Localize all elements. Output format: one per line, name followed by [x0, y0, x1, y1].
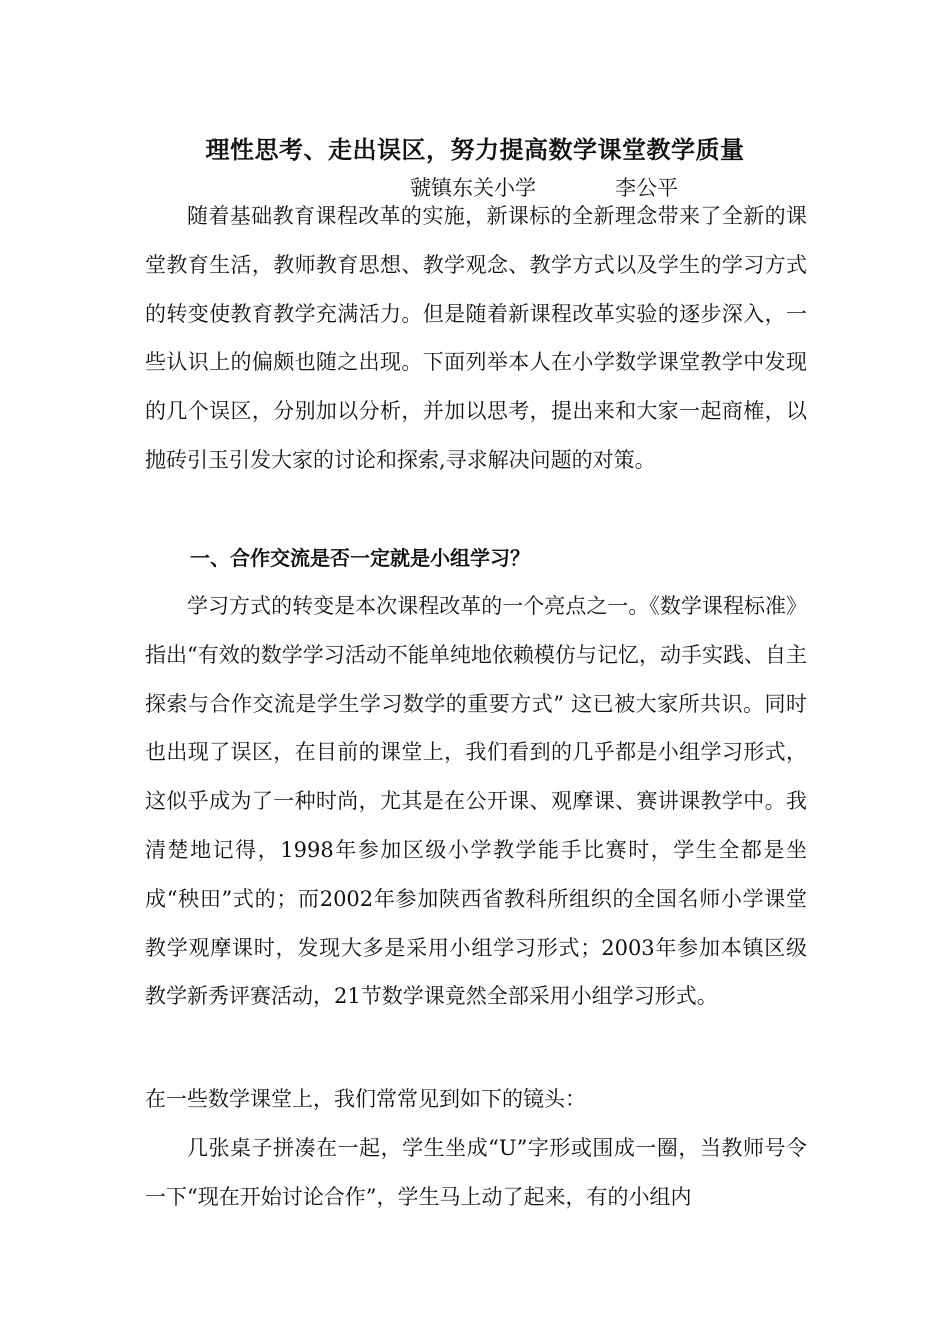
intro-paragraph: 随着基础教育课程改革的实施，新课标的全新理念带来了全新的课堂教育生活，教师教育思想、教学观念、教学方式以及学生的学习方式的转变使教育教学充满活力。但是随着新课程改革实验的逐步深入，一些认识上的偏颇也随之出现。下面列举本人在小学数学课堂教学中发现的几个误区，分别加以分析，并加以思考，提出来和大家一起商榷，以抛砖引玉引发大家的讨论和探索,寻求解决问题的对策。	[145, 204, 807, 472]
section-heading-1: 一、合作交流是否一定就是小组学习？	[190, 546, 530, 570]
section1-paragraph-1: 学习方式的转变是本次课程改革的一个亮点之一。《数学课程标准》指出“有效的数学学习活动不能单纯地依赖模仿与记忆，动手实践、自主探索与合作交流是学生学习数学的重要方式” 这已被大家所共识。同时也出现了误区，在目前的课堂上，我们看到的几乎都是小组学习形式，这似乎成为了一种时尚，尤其是在公开课、观摩课、赛讲课教学中。我清楚地记得，1998年参加区级小学教学能手比赛时，学生全都是坐成“秧田”式的；而2002年参加陕西省教科所组织的全国名师小学课堂教学观摩课时，发现大多是采用小组学习形式；2003年参加本镇区级教学新秀评赛活动，21节数学课竟然全部采用小组学习形式。	[145, 594, 807, 1009]
document-title: 理性思考、走出误区，努力提高数学课堂教学质量	[205, 136, 745, 164]
author-name: 李公平	[615, 176, 678, 200]
school-name: 虢镇东关小学	[410, 176, 536, 200]
section1-paragraph-3: 几张桌子拼凑在一起，学生坐成“U”字形或围成一圈，当教师号令一下“现在开始讨论合作”，学生马上动了起来，有的小组内	[145, 1136, 807, 1209]
section1-paragraph-2: 在一些数学课堂上，我们常常见到如下的镜头：	[145, 1087, 586, 1111]
